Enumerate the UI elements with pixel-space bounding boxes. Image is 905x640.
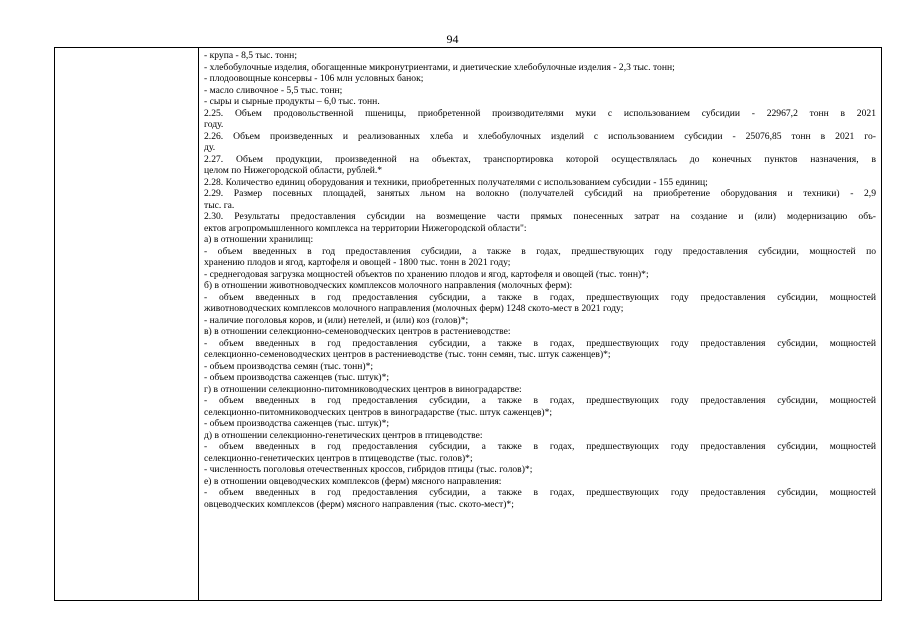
text-line: - сыры и сырные продукты – 6,0 тыс. тонн. xyxy=(204,96,380,107)
text-line: овцеводческих комплексов (ферм) мясного направления (тыс. ското-мест)*; xyxy=(204,498,514,510)
text-line: целом по Нижегородской области, рублей.* xyxy=(204,165,383,176)
text-line: хранению плодов и ягод, картофеля и овощей - 1800 тыс. тонн в 2021 году; xyxy=(204,257,511,268)
text-line: - среднегодовая загрузка мощностей объектов по хранению плодов и ягод, картофеля и овощей (тыс. тонн)*; xyxy=(204,268,649,280)
page-number: 94 xyxy=(446,32,459,46)
text-line: селекционно-питомниководческих центров в виноградарстве (тыс. штук саженцев)*; xyxy=(204,406,553,418)
text-line: г) в отношении селекционно-питомниководческих центров в виноградарстве: xyxy=(204,383,522,395)
text-line: - хлебобулочные изделия, обогащенные микронутриентами, и диетические хлебобулочные изделия - 2,3 тыс. тонн; xyxy=(204,61,675,73)
text-line: - плодоовощные консервы - 106 млн условных банок; xyxy=(204,73,424,84)
text-line: 2.26. Объем произведенных и реализованных хлеба и хлебобулочных изделий с использованием субсидии - 25076,85 тонн в 2021 го- xyxy=(204,130,876,142)
text-line: 2.29. Размер посевных площадей, занятых льном на волокно (получателей субсидий на приобретение оборудования и техники) - 2,9 xyxy=(204,188,876,199)
document-table xyxy=(54,47,882,601)
text-line: 2.25. Объем продовольственной пшеницы, приобретенной производителями муки с использованием субсидии - 22967,2 тонн в 2021 xyxy=(204,107,876,119)
text-line: - объем введенных в год предоставления субсидии, а также в годах, предшествующих году предоставления субсидии, мощностей xyxy=(204,291,876,303)
text-line: 2.28. Количество единиц оборудования и техники, приобретенных получателями с использованием субсидии - 155 единиц; xyxy=(204,176,708,188)
table-left-cell xyxy=(55,48,199,600)
text-line: в) в отношении селекционно-семеноводческих центров в растениеводстве: xyxy=(204,326,511,337)
text-line: - объем производства саженцев (тыс. штук)*; xyxy=(204,418,390,429)
text-line: - объем введенных в год предоставления субсидии, а также в годах, предшествующих году предоставления субсидии, мощностей xyxy=(204,395,876,406)
text-line: - объем производства саженцев (тыс. штук)*; xyxy=(204,372,390,383)
text-line: ектов агропромышленного комплекса на территории Нижегородской области": xyxy=(204,222,527,234)
text-line: - крупа - 8,5 тыс. тонн; xyxy=(204,50,297,61)
text-line: 2.30. Результаты предоставления субсидии на возмещение части прямых понесенных затрат на создание и (или) модернизацию объ- xyxy=(204,211,876,222)
text-line: д) в отношении селекционно-генетических центров в птицеводстве: xyxy=(204,429,483,441)
text-line: - масло сливочное - 5,5 тыс. тонн; xyxy=(204,84,343,96)
text-line: - объем введенных в год предоставления субсидии, а также в годах, предшествующих году предоставления субсидии, мощностей xyxy=(204,487,876,498)
text-line: - объем введенных в год предоставления субсидии, а также в годах, предшествующих году предоставления субсидии, мощностей по xyxy=(204,245,876,257)
text-line: - наличие поголовья коров, и (или) нетелей, и (или) коз (голов)*; xyxy=(204,314,469,326)
text-line: тыс. га. xyxy=(204,199,235,211)
text-line: году. xyxy=(204,119,224,130)
table-content-cell xyxy=(200,48,881,600)
text-line: 2.27. Объем продукции, произведенной на объектах, транспортировка которой осуществлялась до конечных пунктов назначения, в xyxy=(204,153,876,165)
text-line: б) в отношении животноводческих комплексов молочного направления (молочных ферм): xyxy=(204,280,573,291)
text-line: - объем введенных в год предоставления субсидии, а также в годах, предшествующих году предоставления субсидии, мощностей xyxy=(204,337,876,349)
text-line: а) в отношении хранилищ: xyxy=(204,234,314,245)
text-line: селекционно-семеноводческих центров в растениеводстве (тыс. тонн семян, тыс. штук саженцев)*; xyxy=(204,349,611,360)
text-line: ду. xyxy=(204,142,216,153)
text-line: - объем введенных в год предоставления субсидии, а также в годах, предшествующих году предоставления субсидии, мощностей xyxy=(204,441,876,452)
text-line: селекционно-генетических центров в птицеводстве (тыс. голов)*; xyxy=(204,452,473,464)
text-line: - численность поголовья отечественных кроссов, гибридов птицы (тыс. голов)*; xyxy=(204,464,533,475)
text-line: животноводческих комплексов молочного направления (молочных ферм) 1248 ското-мест в 2021 году; xyxy=(204,303,624,314)
text-line: - объем производства семян (тыс. тонн)*; xyxy=(204,360,374,372)
text-line: е) в отношении овцеводческих комплексов (ферм) мясного направления: xyxy=(204,475,502,487)
